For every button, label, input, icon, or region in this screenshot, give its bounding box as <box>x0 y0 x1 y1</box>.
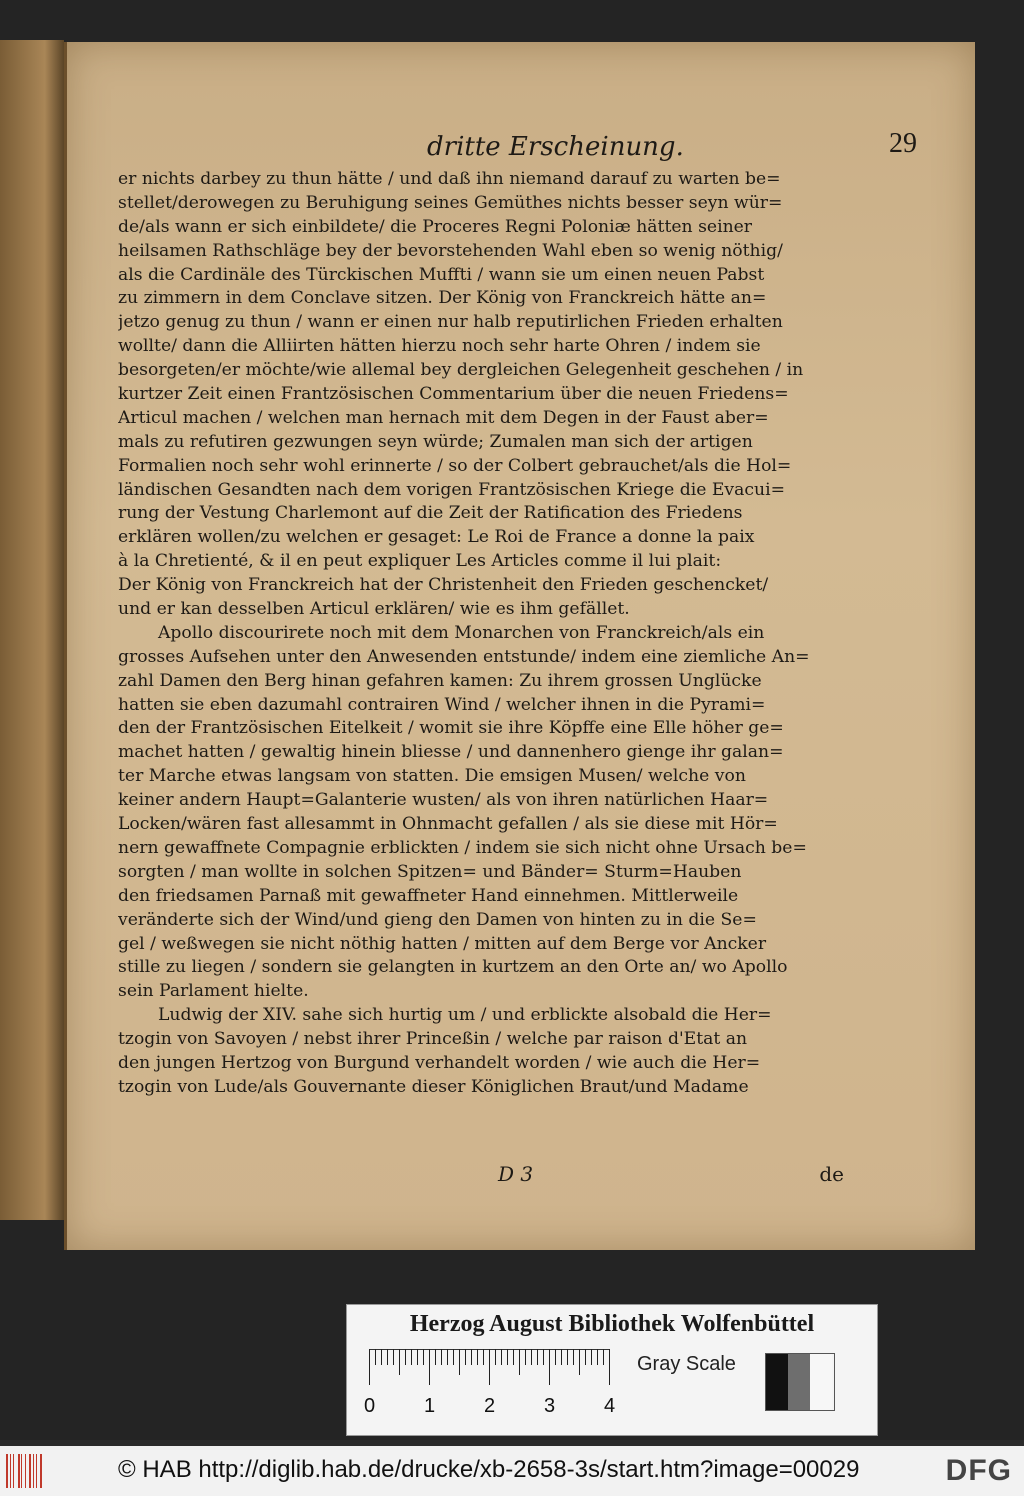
ruler-tick <box>531 1349 532 1365</box>
ruler-tick <box>405 1349 406 1365</box>
text-line: veränderte sich der Wind/und gieng den Damen von hinten zu in die Se= <box>118 909 757 930</box>
ruler-tick <box>369 1349 370 1385</box>
barcode-bar <box>21 1454 22 1488</box>
ruler-tick <box>561 1349 562 1365</box>
running-title: dritte Erscheinung. <box>427 132 684 162</box>
barcode-bar <box>36 1454 37 1488</box>
barcode-bar <box>29 1454 31 1488</box>
footer-bar <box>0 1446 1024 1496</box>
library-name: Herzog August Bibliothek Wolfenbüttel <box>409 1311 815 1337</box>
text-line: tzogin von Lude/als Gouvernante dieser Königlichen Braut/und Madame <box>118 1076 749 1097</box>
ruler-tick <box>477 1349 478 1365</box>
barcode-bar <box>18 1454 20 1488</box>
ruler-tick <box>459 1349 460 1375</box>
ruler-tick <box>489 1349 490 1385</box>
text-line: Der König von Franckreich hat der Christenheit den Frieden geschencket/ <box>118 575 769 596</box>
text-line: à la Chretienté, & il en peut expliquer Les Articles comme il lui plait: <box>118 551 722 572</box>
ruler-tick <box>585 1349 586 1365</box>
text-line: den der Frantzösischen Eitelkeit / womit sie ihre Köpffe eine Elle höher ge= <box>118 718 784 739</box>
copyright-url[interactable]: © HAB http://diglib.hab.de/drucke/xb-2658-3s/start.htm?image=00029 <box>118 1456 860 1483</box>
ruler-tick <box>453 1349 454 1365</box>
text-line: und er kan desselben Articul erklären/ wie es ihm gefället. <box>118 599 630 620</box>
ruler-tick <box>471 1349 472 1365</box>
ruler-tick <box>483 1349 484 1365</box>
text-line: den friedsamen Parnaß mit gewaffneter Hand einnehmen. Mittlerweile <box>118 885 739 906</box>
reference-card <box>346 1304 878 1436</box>
text-line: stille zu liegen / sondern sie gelangten in kurtzem an den Orte an/ wo Apollo <box>118 957 788 978</box>
ruler-tick <box>549 1349 550 1385</box>
ruler-tick <box>543 1349 544 1365</box>
ruler-tick <box>381 1349 382 1365</box>
text-line: sein Parlament hielte. <box>118 981 309 1002</box>
text-line: rung der Vestung Charlemont auf die Zeit der Ratification des Friedens <box>118 503 743 524</box>
barcode-bar <box>10 1454 11 1488</box>
text-line: erklären wollen/zu welchen er gesaget: Le Roi de France a donne la paix <box>118 527 755 548</box>
ruler-tick <box>387 1349 388 1365</box>
ruler-tick <box>411 1349 412 1365</box>
page-number: 29 <box>889 128 917 159</box>
ruler-tick <box>603 1349 604 1365</box>
ruler-label: 3 <box>544 1395 556 1417</box>
text-line: Articul machen / welchen man hernach mit dem Degen in der Faust aber= <box>118 407 769 428</box>
ruler-label: 1 <box>424 1395 436 1417</box>
ruler-tick <box>537 1349 538 1365</box>
ruler-tick <box>579 1349 580 1375</box>
text-line: als die Cardinäle des Türckischen Muffti / wann sie um einen neuen Pabst <box>118 264 765 285</box>
barcode-icon <box>6 1454 46 1488</box>
running-head <box>357 128 917 172</box>
catchword: de <box>819 1162 844 1186</box>
ruler-tick <box>465 1349 466 1365</box>
text-line: zahl Damen den Berg hinan gefahren kamen: Zu ihrem grossen Unglücke <box>118 670 762 691</box>
ruler-tick <box>393 1349 394 1365</box>
text-line: den jungen Hertzog von Burgund verhandelt worden / wie auch die Her= <box>118 1052 761 1073</box>
ruler-tick <box>495 1349 496 1365</box>
ruler-label: 2 <box>484 1395 496 1417</box>
text-line: stellet/derowegen zu Beruhigung seines Gemüthes nichts besser seyn wür= <box>118 192 783 213</box>
ruler-tick <box>435 1349 436 1365</box>
ruler-tick <box>597 1349 598 1365</box>
ruler-tick <box>573 1349 574 1365</box>
text-line: sorgten / man wollte in solchen Spitzen= und Bänder= Sturm=Hauben <box>118 861 742 882</box>
ruler-tick <box>567 1349 568 1365</box>
text-line: er nichts darbey zu thun hätte / und daß ihn niemand darauf zu warten be= <box>118 169 781 189</box>
signature-mark: D 3 <box>498 1162 534 1186</box>
text-line: kurtzer Zeit einen Frantzösischen Commentarium über die neuen Friedens= <box>118 384 789 405</box>
text-line: zu zimmern in dem Conclave sitzen. Der König von Franckreich hätte an= <box>118 288 767 309</box>
text-line: Locken/wären fast allesammt in Ohnmacht gefallen / als sie diese mit Hör= <box>118 814 778 835</box>
ruler-label: 0 <box>364 1395 376 1417</box>
text-line: wollte/ dann die Alliirten hätten hierzu noch sehr harte Ohren / indem sie <box>118 336 761 357</box>
barcode-bar <box>33 1454 34 1488</box>
text-line: Apollo discourirete noch mit dem Monarchen von Franckreich/als ein <box>158 622 765 643</box>
text-line: machet hatten / gewaltig hinein bliesse / und dannenhero gienge ihr galan= <box>118 742 784 763</box>
ruler-tick <box>555 1349 556 1365</box>
ruler-tick <box>417 1349 418 1365</box>
ruler-tick <box>375 1349 376 1365</box>
ruler-tick <box>501 1349 502 1365</box>
ruler-label: 4 <box>604 1395 616 1417</box>
ruler-tick <box>525 1349 526 1365</box>
text-line: nern gewaffnete Compagnie erblickten / indem sie sich nicht ohne Ursach be= <box>118 837 807 858</box>
barcode-bar <box>13 1454 14 1488</box>
ruler-scale <box>364 1349 616 1417</box>
ruler-tick <box>423 1349 424 1365</box>
text-line: ter Marche etwas langsam von statten. Die emsigen Musen/ welche von <box>118 766 746 787</box>
facing-page-edge <box>0 40 64 1220</box>
barcode-bar <box>40 1454 42 1488</box>
barcode-bar <box>6 1454 8 1488</box>
grayscale-label: Gray Scale <box>637 1353 736 1375</box>
text-line: heilsamen Rathschläge bey der bevorstehenden Wahl eben so wenig nöthig/ <box>118 240 783 261</box>
text-line: jetzo genug zu thun / wann er einen nur halb reputirlichen Frieden erhalten <box>118 312 783 333</box>
ruler-tick <box>609 1349 610 1385</box>
grayscale-swatch <box>788 1354 810 1410</box>
text-line: Formalien noch sehr wohl erinnerte / so der Colbert gebrauchet/als die Hol= <box>118 455 792 476</box>
text-line: grosses Aufsehen unter den Anwesenden entstunde/ indem eine ziemliche An= <box>118 646 810 667</box>
text-line: mals zu refutiren gezwungen seyn würde; Zumalen man sich der artigen <box>118 431 753 452</box>
ruler-tick <box>429 1349 430 1385</box>
ruler-tick <box>399 1349 400 1375</box>
ruler-tick <box>441 1349 442 1365</box>
text-line: gel / weßwegen sie nicht nöthig hatten / mitten auf dem Berge vor Ancker <box>118 933 767 954</box>
signature-line <box>118 1162 848 1190</box>
ruler-tick <box>513 1349 514 1365</box>
text-line: keiner andern Haupt=Galanterie wusten/ als von ihren natürlichen Haar= <box>118 790 769 811</box>
barcode-bar <box>25 1454 26 1488</box>
dfg-logo: DFG <box>945 1454 1012 1487</box>
text-line: ländischen Gesandten nach dem vorigen Frantzösischen Kriege die Evacui= <box>118 479 785 500</box>
ruler-tick <box>447 1349 448 1365</box>
body-text <box>118 168 848 1100</box>
text-line: tzogin von Savoyen / nebst ihrer Princeßin / welche par raison d'Etat an <box>118 1029 748 1050</box>
text-line: Ludwig der XIV. sahe sich hurtig um / und erblickte alsobald die Her= <box>158 1005 772 1026</box>
ruler-tick <box>591 1349 592 1365</box>
grayscale-swatches <box>765 1353 835 1411</box>
text-line: hatten sie eben dazumahl contrairen Wind / welcher ihnen in die Pyrami= <box>118 694 766 715</box>
text-line: besorgeten/er möchte/wie allemal bey dergleichen Gelegenheit geschehen / in <box>118 360 804 381</box>
grayscale-swatch <box>810 1354 832 1410</box>
grayscale-swatch <box>766 1354 788 1410</box>
text-line: de/als wann er sich einbildete/ die Proceres Regni Poloniæ hätten seiner <box>118 216 753 237</box>
ruler-tick <box>507 1349 508 1365</box>
ruler-tick <box>519 1349 520 1375</box>
